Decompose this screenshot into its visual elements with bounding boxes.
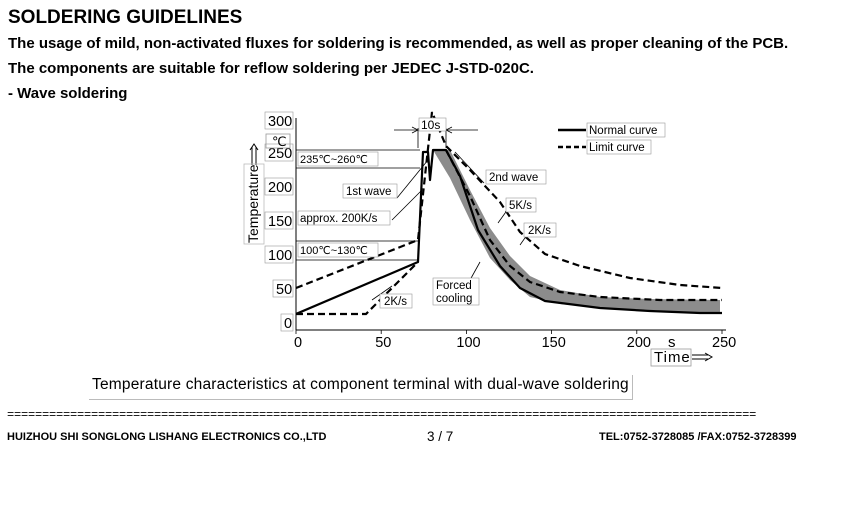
- x-axis-arrow: [692, 353, 712, 361]
- separator-rule: ===========================================================================================================: [7, 408, 757, 422]
- annotation-peak-duration: [419, 118, 446, 132]
- x-tick-label: 250: [712, 335, 737, 351]
- jedec-note: The components are suitable for reflow soldering per JEDEC J-STD-020C.: [8, 60, 534, 77]
- annotation-preheat-range: [298, 243, 378, 257]
- legend-limit-curve: Limit curve: [589, 142, 645, 154]
- x-unit-label: s: [668, 334, 676, 351]
- svg-text:1st wave: 1st wave: [346, 186, 392, 198]
- section-heading: - Wave soldering: [8, 85, 128, 102]
- x-tick-label: 0: [294, 335, 303, 351]
- annotation-ramp-2k-cool: [524, 223, 556, 237]
- svg-text:5K/s: 5K/s: [509, 200, 533, 212]
- page-title: SOLDERING GUIDELINES: [8, 7, 243, 28]
- y-axis-arrow: [250, 144, 258, 165]
- svg-text:Forced: Forced: [436, 280, 472, 292]
- annotation-peak-range: [298, 152, 378, 166]
- footer-company: HUIZHOU SHI SONGLONG LISHANG ELECTRONICS CO.,LTD: [7, 431, 327, 443]
- y-unit-label: ℃: [272, 134, 287, 149]
- annotation-second-wave: [486, 170, 546, 184]
- svg-text:approx. 200K/s: approx. 200K/s: [300, 213, 378, 225]
- y-tick-label: 100: [268, 248, 293, 264]
- x-axis-label: Time: [654, 349, 691, 366]
- footer-contact: TEL:0752-3728085 /FAX:0752-3728399: [599, 431, 797, 443]
- annotation-ramp-2k-low: [380, 294, 412, 308]
- annotation-ramp-up: [298, 211, 390, 225]
- y-tick-label: 50: [276, 282, 293, 298]
- svg-text:2K/s: 2K/s: [528, 225, 552, 237]
- x-tick-label: 200: [626, 335, 652, 351]
- y-axis-label: Temperature: [245, 164, 261, 243]
- svg-text:2K/s: 2K/s: [384, 296, 408, 308]
- x-tick-label: 50: [375, 335, 392, 351]
- annotation-ramp-5k: [506, 198, 536, 212]
- legend-normal-curve: Normal curve: [589, 125, 658, 137]
- flux-note: The usage of mild, non-activated fluxes for soldering is recommended, as well as proper cleaning of the PCB.: [8, 35, 789, 52]
- svg-text:235℃~260℃: 235℃~260℃: [300, 154, 368, 166]
- annotation-first-wave: [343, 184, 397, 198]
- y-tick-label: 250: [268, 146, 293, 162]
- x-tick-label: 150: [541, 335, 566, 351]
- y-tick-label: 150: [268, 214, 293, 230]
- svg-text:10s: 10s: [421, 118, 441, 132]
- y-tick-label: 0: [284, 316, 293, 332]
- chart-legend: [558, 123, 665, 154]
- y-tick-label: 200: [268, 180, 293, 196]
- x-tick-label: 100: [456, 335, 481, 351]
- svg-text:100℃~130℃: 100℃~130℃: [300, 245, 368, 257]
- svg-text:2nd wave: 2nd wave: [489, 172, 539, 184]
- annotation-forced-cooling: [433, 278, 479, 305]
- chart-caption: Temperature characteristics at component terminal with dual-wave soldering: [89, 375, 633, 400]
- y-tick-label: 300: [268, 114, 293, 130]
- footer-page-number: 3 / 7: [427, 429, 454, 444]
- svg-text:cooling: cooling: [436, 293, 473, 305]
